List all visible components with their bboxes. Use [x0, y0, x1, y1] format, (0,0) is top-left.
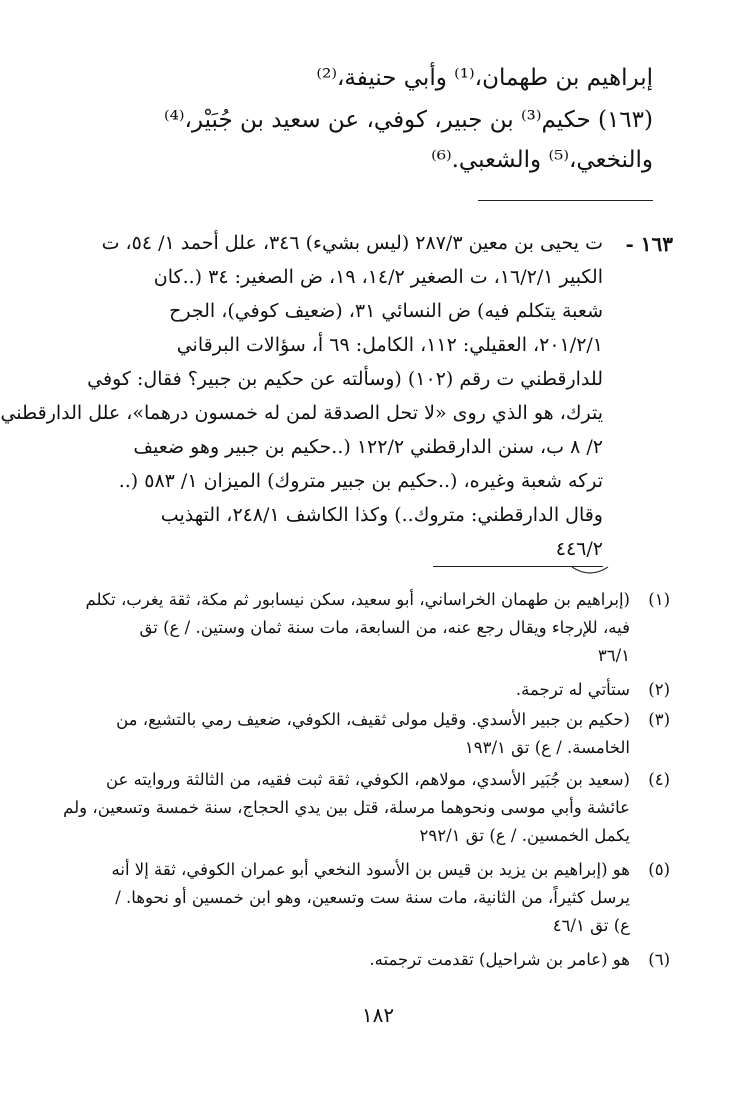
entry-line: ٢٠١/٢/١، العقيلي: ١١٢، الكامل: ٦٩ أ، سؤالات البرقاني [176, 334, 603, 356]
footnote-number: (٦) [648, 950, 670, 969]
footnote-number: (٢) [648, 680, 670, 699]
footnote-line: يرسل كثيراً، من الثانية، مات سنة ست وتسعين، وهو ابن خمسين أو نحوها. / [115, 888, 630, 907]
footnote-line: فيه، للإرجاء ويقال رجع عنه، من السابعة، مات سنة ثمان وستين. / ع) تق [139, 618, 630, 637]
entry-line: وقال الدارقطني: متروك..) وكذا الكاشف ٢٤٨/١، التهذيب [160, 504, 603, 526]
footnote-number: (٣) [648, 710, 670, 729]
page-number: ١٨٢ [361, 1003, 395, 1027]
footnote-line: هو (عامر بن شراحيل) تقدمت ترجمته. [369, 950, 630, 969]
footnote-body [50, 706, 630, 762]
footnote-number: (٤) [648, 770, 670, 789]
footnote-line: ستأتي له ترجمة. [515, 680, 630, 699]
entry-line: تركه شعبة وغيره، (..حكيم بن جبير متروك) الميزان ١/ ٥٨٣ (.. [118, 470, 603, 492]
main-text-line-3: والنخعي،⁽⁵⁾ والشعبي.⁽⁶⁾ [431, 147, 653, 173]
footnote-line: عائشة وأبي موسى ونحوهما مرسلة، قتل بين يدي الحجاج، سنة خمسة وتسعين، ولم [63, 798, 630, 817]
footnote-line: يكمل الخمسين. / ع) تق ٢٩٢/١ [419, 826, 630, 845]
footnote-body [50, 856, 630, 940]
footnote-line: الخامسة. / ع) تق ١٩٣/١ [464, 738, 630, 757]
entry-line: ت يحيى بن معين ٢٨٧/٣ (ليس بشيء) ٣٤٦، علل أحمد ١/ ٥٤، ت [101, 232, 603, 254]
footnote-line: (سعيد بن جُبَير الأسدي، مولاهم، الكوفي، ثقة ثبت فقيه، من الثالثة وروايته عن [105, 770, 630, 789]
separator-ornament-icon [570, 563, 610, 577]
footnote-body [50, 676, 630, 704]
footnote-line: ٣٦/١ [597, 646, 630, 665]
main-text-line-1: إبراهيم بن طهمان،⁽¹⁾ وأبي حنيفة،⁽²⁾ [316, 65, 653, 91]
footnote-number: (١) [648, 590, 670, 609]
entry-line: الكبير ١٦/٢/١، ت الصغير ١٤/٢، ١٩، ض الصغير: ٣٤ (..كان [153, 266, 603, 288]
footnote-line: هو (إبراهيم بن يزيد بن قيس بن الأسود النخعي أبو عمران الكوفي، ثقة إلا أنه [111, 860, 630, 879]
footnote-line: ع) تق ٤٦/١ [552, 916, 630, 935]
main-text-separator [478, 200, 653, 201]
footnote-body [50, 946, 630, 974]
main-text-line-2: (١٦٣) حكيم⁽³⁾ بن جبير، كوفي، عن سعيد بن جُبَيْر،⁽⁴⁾ [163, 107, 653, 133]
entry-line: يترك، هو الذي روى «لا تحل الصدقة لمن له خمسون درهما»، علل الدارقطني [0, 402, 603, 424]
footnote-line: (حكيم بن جبير الأسدي. وقيل مولى ثقيف، الكوفي، ضعيف رمي بالتشيع، من [116, 710, 630, 729]
entry-commentary [0, 226, 603, 566]
footnote-body [50, 766, 630, 850]
entry-line: ٤٤٦/٢ [555, 538, 603, 560]
entry-line: للدارقطني ت رقم (١٠٢) (وسألته عن حكيم بن جبير؟ فقال: كوفي [87, 368, 603, 390]
entry-line: شعبة يتكلم فيه) ض النسائي ٣١، (ضعيف كوفي)، الجرح [169, 300, 603, 322]
entry-number: ١٦٣ - [625, 232, 673, 256]
entry-line: ٢/ ٨ ب، سنن الدارقطني ١٢٢/٢ (..حكيم بن جبير وهو ضعيف [133, 436, 603, 458]
footnote-number: (٥) [648, 860, 670, 879]
footnote-body [50, 586, 630, 670]
footnote-line: (إبراهيم بن طهمان الخراساني، أبو سعيد، سكن نيسابور ثم مكة، ثقة يغرب، تكلم [85, 590, 630, 609]
